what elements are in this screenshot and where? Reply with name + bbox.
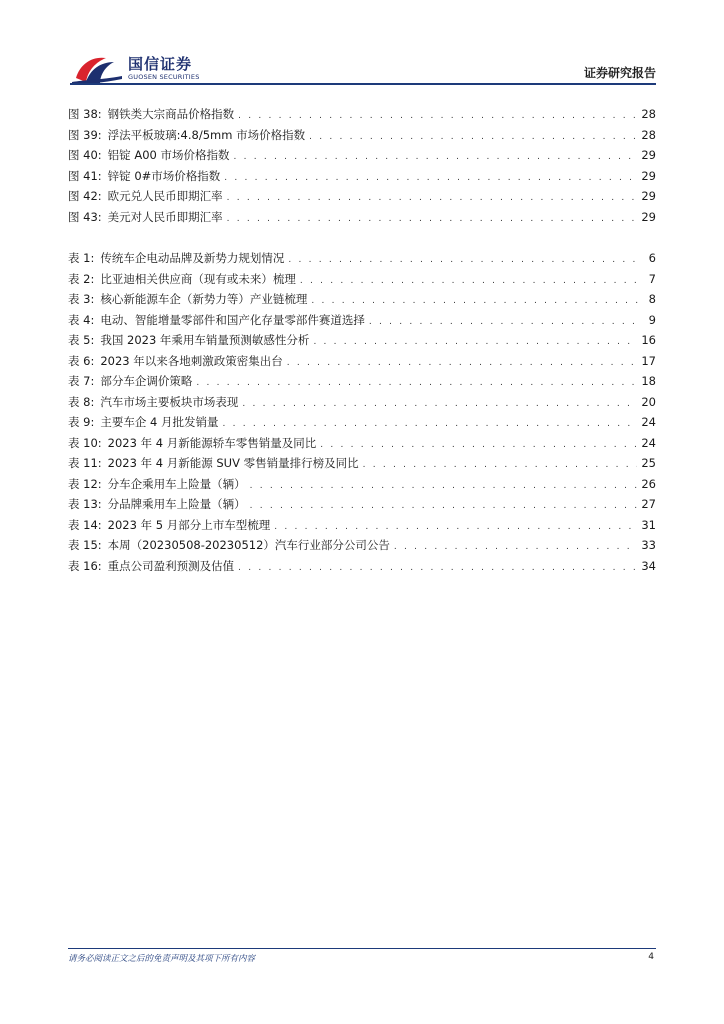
dot-leader bbox=[288, 250, 638, 271]
dot-leader bbox=[227, 209, 638, 230]
toc-entry-page: 25 bbox=[641, 456, 656, 470]
toc-entry[interactable] bbox=[68, 453, 656, 474]
dot-leader bbox=[250, 496, 638, 517]
toc-entry-title: 部分车企调价策略 bbox=[100, 374, 193, 388]
toc-entry[interactable] bbox=[68, 310, 656, 331]
dot-leader bbox=[274, 517, 637, 538]
toc-entry[interactable] bbox=[68, 535, 656, 556]
toc-entry-title: 本周（20230508-20230512）汽车行业部分公司公告 bbox=[107, 538, 390, 552]
toc-entry-number: 表 14: bbox=[68, 517, 102, 532]
toc-entry-page: 7 bbox=[648, 271, 656, 286]
toc-entry-number: 表 9: bbox=[68, 415, 95, 429]
toc-entry-number: 表 8: bbox=[68, 394, 95, 409]
toc-entry-title: 分车企乘用车上险量（辆） bbox=[107, 476, 246, 491]
toc-entry-number: 图 42: bbox=[68, 189, 102, 203]
table-index bbox=[68, 248, 656, 576]
toc-entry[interactable] bbox=[68, 145, 656, 166]
toc-entry-page: 34 bbox=[641, 558, 656, 573]
toc-entry[interactable] bbox=[68, 330, 656, 351]
toc-entry-number: 表 15: bbox=[68, 538, 102, 552]
toc-entry[interactable] bbox=[68, 494, 656, 515]
toc-entry-title: 重点公司盈利预测及估值 bbox=[107, 558, 235, 573]
dot-leader bbox=[250, 476, 638, 497]
toc-entry-number: 表 13: bbox=[68, 497, 102, 511]
toc-entry-number: 表 2: bbox=[68, 271, 95, 286]
toc-entry[interactable] bbox=[68, 515, 656, 536]
toc-entry-title: 主要车企 4 月批发销量 bbox=[100, 415, 219, 429]
toc-entry-title: 铝锭 A00 市场价格指数 bbox=[107, 148, 230, 162]
toc-entry-title: 核心新能源车企（新势力等）产业链梳理 bbox=[100, 292, 308, 306]
dot-leader bbox=[287, 353, 638, 374]
dot-leader bbox=[238, 106, 637, 127]
toc-entry[interactable] bbox=[68, 351, 656, 372]
toc-entry-title: 浮法平板玻璃:4.8/5mm 市场价格指数 bbox=[107, 127, 306, 142]
dot-leader bbox=[369, 312, 638, 333]
toc-entry-page: 6 bbox=[648, 251, 656, 265]
toc-entry-number: 表 11: bbox=[68, 456, 102, 470]
toc-entry-number: 表 16: bbox=[68, 558, 102, 573]
dot-leader bbox=[233, 147, 637, 168]
toc-entry-page: 17 bbox=[641, 353, 656, 368]
toc-entry-page: 26 bbox=[641, 476, 656, 491]
toc-entry-page: 29 bbox=[641, 209, 656, 224]
toc-entry-title: 锌锭 0#市场价格指数 bbox=[107, 168, 221, 183]
toc-entry-title: 钢铁类大宗商品价格指数 bbox=[107, 107, 235, 121]
toc-entry-number: 图 39: bbox=[68, 127, 102, 142]
toc-entry[interactable] bbox=[68, 433, 656, 454]
toc-entry[interactable] bbox=[68, 392, 656, 413]
header-divider bbox=[70, 83, 656, 85]
toc-entry-number: 表 5: bbox=[68, 333, 95, 347]
toc-entry-page: 28 bbox=[641, 107, 656, 121]
dot-leader bbox=[223, 414, 638, 435]
toc-entry-title: 2023 年 5 月部分上市车型梳理 bbox=[107, 517, 271, 532]
toc-entry-title: 汽车市场主要板块市场表现 bbox=[100, 394, 239, 409]
toc-entry-page: 9 bbox=[648, 312, 656, 327]
toc-entry-number: 表 4: bbox=[68, 312, 95, 327]
toc-entry[interactable] bbox=[68, 186, 656, 207]
toc-entry-page: 29 bbox=[641, 168, 656, 183]
toc-entry-page: 33 bbox=[641, 538, 656, 552]
toc-entry-number: 表 12: bbox=[68, 476, 102, 491]
toc-entry-page: 28 bbox=[641, 127, 656, 142]
toc-entry-page: 24 bbox=[641, 435, 656, 450]
toc-entry-page: 29 bbox=[641, 189, 656, 203]
page-number: 4 bbox=[648, 952, 654, 962]
toc-entry-title: 传统车企电动品牌及新势力规划情况 bbox=[100, 251, 285, 265]
dot-leader bbox=[320, 435, 637, 456]
dot-leader bbox=[300, 271, 638, 292]
toc-entry[interactable] bbox=[68, 125, 656, 146]
toc-entry-page: 18 bbox=[641, 374, 656, 388]
toc-entry-title: 分品牌乘用车上险量（辆） bbox=[107, 497, 246, 511]
toc-entry-title: 美元对人民币即期汇率 bbox=[107, 209, 223, 224]
toc-entry-number: 表 1: bbox=[68, 251, 95, 265]
dot-leader bbox=[224, 168, 637, 189]
toc-entry-title: 2023 年以来各地刺激政策密集出台 bbox=[100, 353, 283, 368]
toc-entry-number: 表 6: bbox=[68, 353, 95, 368]
toc-entry[interactable] bbox=[68, 269, 656, 290]
dot-leader bbox=[311, 291, 638, 312]
toc-entry-page: 20 bbox=[641, 394, 656, 409]
toc-entry[interactable] bbox=[68, 371, 656, 392]
brand-name-en: GUOSEN SECURITIES bbox=[128, 73, 200, 81]
toc-entry[interactable] bbox=[68, 474, 656, 495]
dot-leader bbox=[238, 558, 637, 579]
toc-entry-number: 表 3: bbox=[68, 292, 95, 306]
toc-entry-title: 2023 年 4 月新能源 SUV 零售销量排行榜及同比 bbox=[107, 456, 359, 470]
report-type-label: 证券研究报告 bbox=[583, 66, 656, 80]
toc-entry-number: 表 7: bbox=[68, 374, 95, 388]
toc-entry[interactable] bbox=[68, 166, 656, 187]
guosen-logo-icon bbox=[70, 52, 124, 86]
dot-leader bbox=[196, 373, 637, 394]
dot-leader bbox=[242, 394, 637, 415]
toc-entry[interactable] bbox=[68, 207, 656, 228]
toc-entry-number: 图 38: bbox=[68, 107, 102, 121]
toc-entry-page: 29 bbox=[641, 148, 656, 162]
figure-index bbox=[68, 104, 656, 227]
toc-entry[interactable] bbox=[68, 248, 656, 269]
toc-entry-page: 8 bbox=[648, 292, 656, 306]
brand-name-cn: 国信证券 bbox=[128, 55, 193, 73]
dot-leader bbox=[394, 537, 637, 558]
toc-entry[interactable] bbox=[68, 556, 656, 577]
toc-entry-number: 图 40: bbox=[68, 148, 102, 162]
page-header bbox=[0, 0, 724, 90]
toc-entry-number: 图 41: bbox=[68, 168, 102, 183]
toc-entry-page: 16 bbox=[641, 333, 656, 347]
disclaimer-note: 请务必阅读正文之后的免责声明及其项下所有内容 bbox=[68, 954, 256, 964]
dot-leader bbox=[227, 188, 638, 209]
toc-entry-number: 表 10: bbox=[68, 435, 102, 450]
toc-entry-page: 31 bbox=[641, 517, 656, 532]
toc-entry-title: 欧元兑人民币即期汇率 bbox=[107, 189, 223, 203]
toc-entry[interactable] bbox=[68, 412, 656, 433]
toc-entry-title: 我国 2023 年乘用车销量预测敏感性分析 bbox=[100, 333, 310, 347]
toc-entry[interactable] bbox=[68, 289, 656, 310]
footer-divider bbox=[68, 948, 656, 949]
dot-leader bbox=[313, 332, 637, 353]
toc-entry-page: 27 bbox=[641, 497, 656, 511]
dot-leader bbox=[309, 127, 637, 148]
toc-entry-number: 图 43: bbox=[68, 209, 102, 224]
toc-entry-title: 电动、智能增量零部件和国产化存量零部件赛道选择 bbox=[100, 312, 365, 327]
toc-entry-title: 比亚迪相关供应商（现有或未来）梳理 bbox=[100, 271, 296, 286]
toc-entry-page: 24 bbox=[641, 415, 656, 429]
dot-leader bbox=[363, 455, 638, 476]
toc-entry-title: 2023 年 4 月新能源轿车零售销量及同比 bbox=[107, 435, 317, 450]
toc-entry[interactable] bbox=[68, 104, 656, 125]
